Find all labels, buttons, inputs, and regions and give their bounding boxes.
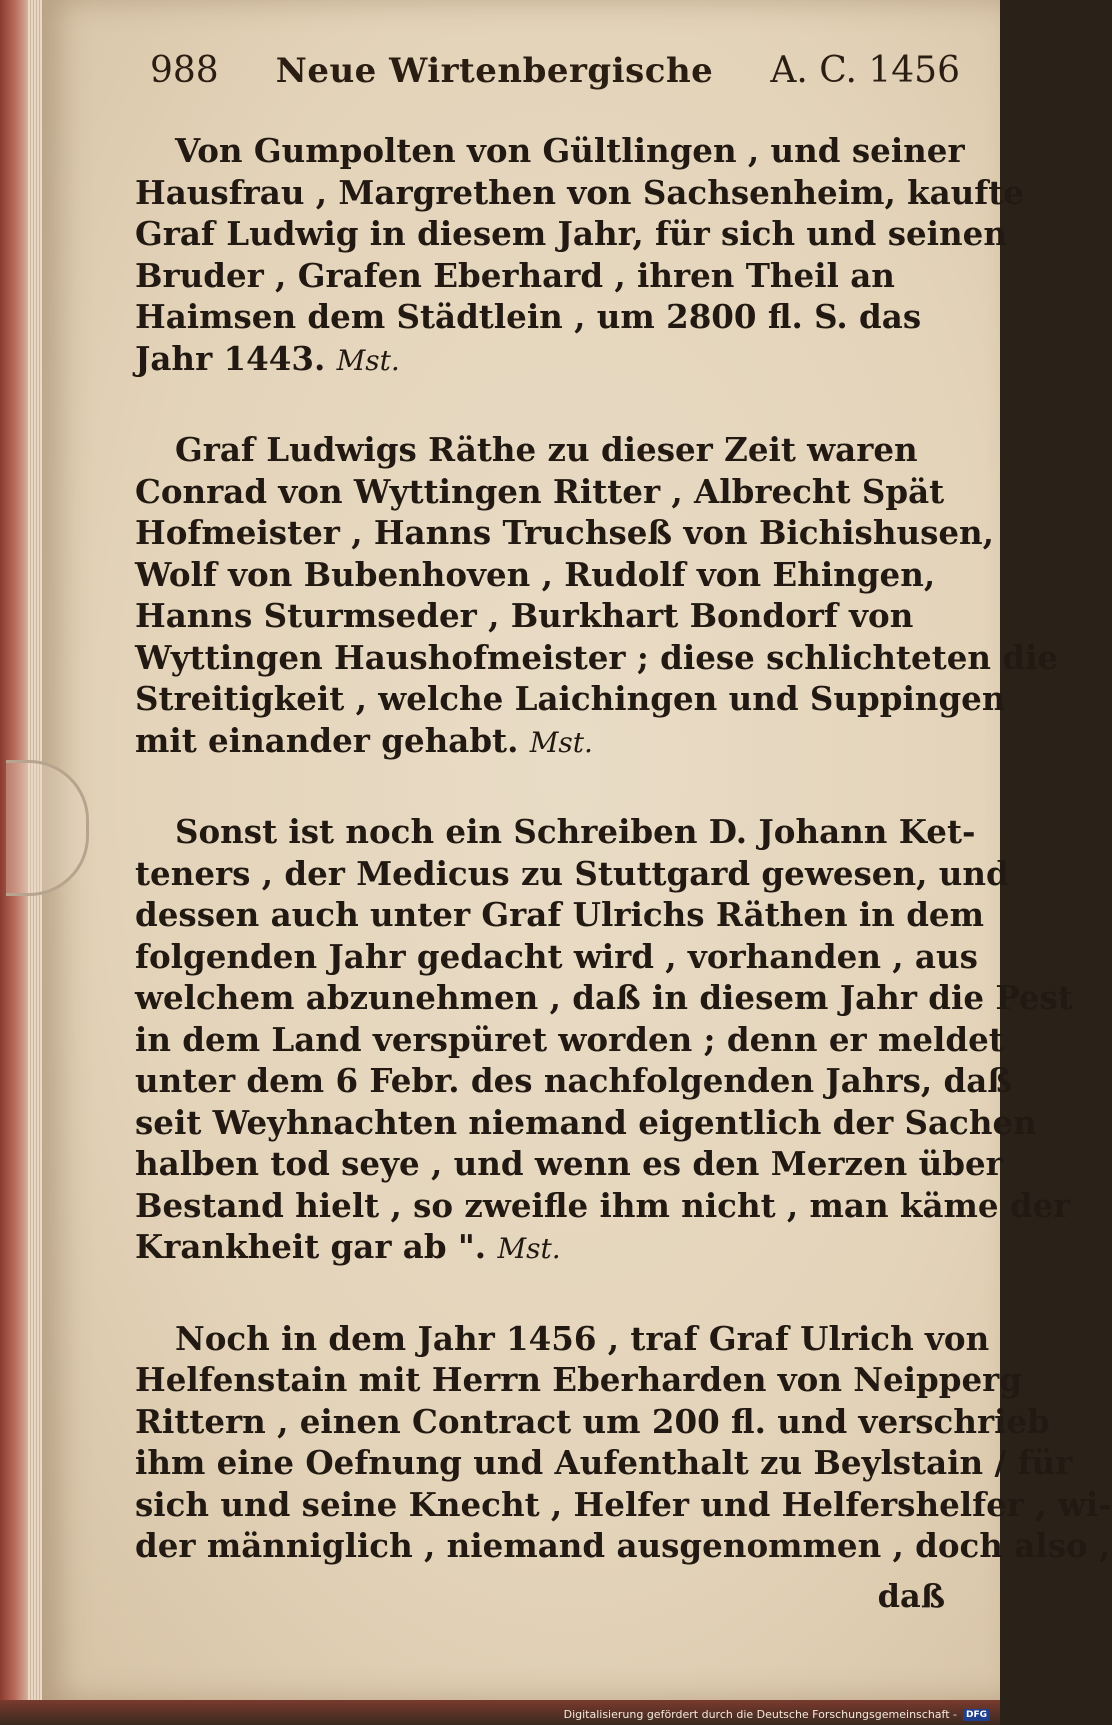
text-line: Graf Ludwig in diesem Jahr, für sich und seinen — [135, 214, 1007, 253]
page-number: 988 — [150, 50, 219, 91]
text-line: ihm eine Oefnung und Aufenthalt zu Beylstain / für — [135, 1443, 1073, 1482]
source-note: Mst. — [497, 1232, 561, 1265]
text-line: teners , der Medicus zu Stuttgard gewesen, und — [135, 853, 1009, 893]
text-line: folgenden Jahr gedacht wird , vorhanden , aus — [135, 936, 978, 976]
paragraph — [135, 130, 1024, 381]
line-text: Jahr 1443. — [135, 338, 326, 378]
source-note: Mst. — [529, 725, 593, 759]
paragraph — [135, 1318, 1112, 1567]
body-text — [135, 130, 1112, 1615]
line-text: Krankheit gar ab ". — [135, 1227, 487, 1266]
text-line: sich und seine Knecht , Helfer und Helfershelfer , wi- — [135, 1484, 1112, 1524]
text-line: Hanns Sturmseder , Burkhart Bondorf von — [135, 596, 914, 635]
text-line: Wyttingen Haushofmeister ; diese schlichteten die — [135, 637, 1059, 677]
source-note: Mst. — [336, 343, 400, 377]
text-line: Haimsen dem Städtlein , um 2800 fl. S. das — [135, 297, 922, 336]
text-line: Wolf von Bubenhoven , Rudolf von Ehingen, — [135, 554, 936, 594]
text-line: welchem abzunehmen , daß in diesem Jahr die Pest — [135, 978, 1073, 1017]
text-line: der männiglich , niemand ausgenommen , doch also , — [135, 1526, 1111, 1565]
text-line: Hausfrau , Margrethen von Sachsenheim, kaufte — [135, 172, 1024, 212]
text-line: Noch in dem Jahr 1456 , traf Graf Ulrich von — [175, 1318, 990, 1358]
text-line: Bestand hielt , so zweifle ihm nicht , man käme der — [135, 1185, 1071, 1225]
text-line: seit Weyhnachten niemand eigentlich der Sachen — [135, 1102, 1037, 1142]
text-line: Graf Ludwigs Räthe zu dieser Zeit waren — [175, 430, 918, 469]
line-text: mit einander gehabt. — [135, 720, 519, 760]
text-line: in dem Land verspüret worden ; denn er meldet — [135, 1019, 1004, 1059]
text-line: Bruder , Grafen Eberhard , ihren Theil an — [135, 255, 895, 295]
text-line: Helfenstain mit Herrn Eberharden von Neipperg — [135, 1360, 1022, 1399]
text-line: halben tod seye , und wenn es den Merzen über — [135, 1144, 1003, 1183]
text-line: Von Gumpolten von Gültlingen , und seiner — [175, 131, 965, 170]
running-title: Neue Wirtenbergische — [275, 51, 714, 91]
digitization-footer — [564, 1708, 990, 1721]
text-line: Sonst ist noch ein Schreiben D. Johann Ket- — [175, 812, 976, 851]
paragraph — [135, 429, 1059, 763]
text-line: dessen auch unter Graf Ulrichs Räthen in dem — [135, 895, 984, 934]
bottom-edge — [0, 1700, 1000, 1725]
paragraph — [135, 811, 1073, 1270]
dfg-logo-icon: DFG — [963, 1709, 990, 1721]
catchword: daß — [877, 1577, 945, 1615]
text-line: unter dem 6 Febr. des nachfolgenden Jahrs, daß — [135, 1061, 1012, 1100]
text-line: Rittern , einen Contract um 200 fl. und verschrieb — [135, 1401, 1050, 1441]
text-line: Conrad von Wyttingen Ritter , Albrecht Spät — [135, 471, 945, 511]
text-line — [135, 1226, 955, 1270]
footer-text: Digitalisierung gefördert durch die Deutsche Forschungsgemeinschaft - — [563, 1708, 957, 1721]
text-line — [135, 720, 955, 764]
text-line: Streitigkeit , welche Laichingen und Suppingen — [135, 679, 1006, 718]
text-line — [135, 338, 955, 382]
text-line: Hofmeister , Hanns Truchseß von Bichishusen, — [135, 513, 994, 552]
running-header — [150, 50, 960, 100]
year-marker: A. C. 1456 — [770, 50, 960, 91]
